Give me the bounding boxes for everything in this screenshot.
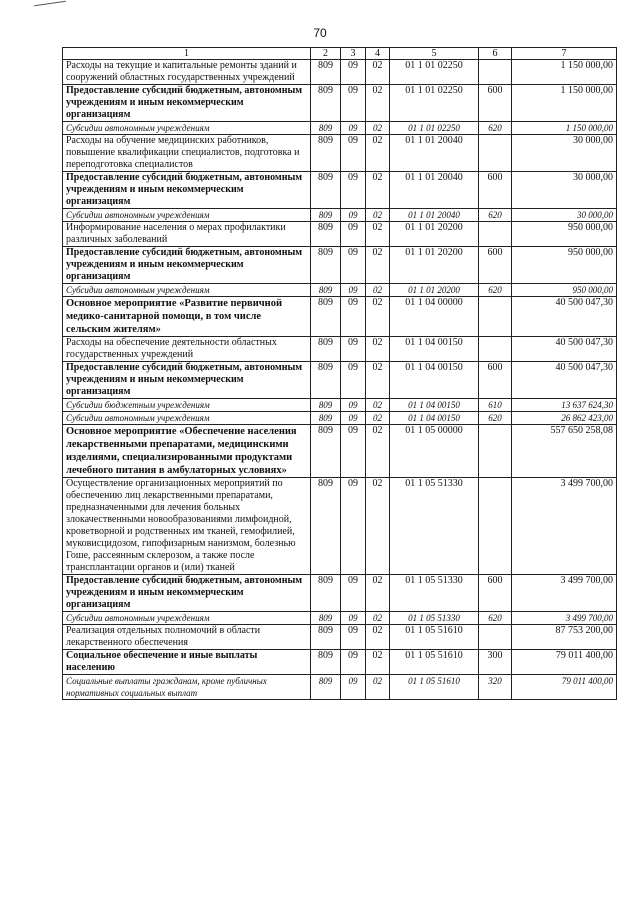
amount: 1 150 000,00: [512, 122, 617, 135]
section-code: 09: [341, 612, 366, 625]
ministry-code: 809: [311, 399, 341, 412]
target-item-code: 01 1 01 20040: [390, 172, 479, 209]
section-code: 09: [341, 60, 366, 85]
expense-type-code: [479, 425, 512, 478]
target-item-code: 01 1 05 51610: [390, 675, 479, 700]
expense-type-code: 600: [479, 362, 512, 399]
row-name: Предоставление субсидий бюджетным, автономным учреждениям и иным некоммерческим организациям: [63, 575, 311, 612]
ministry-code: 809: [311, 122, 341, 135]
table-row: [63, 675, 617, 700]
amount: 1 150 000,00: [512, 60, 617, 85]
ministry-code: 809: [311, 425, 341, 478]
subsection-code: 02: [366, 85, 390, 122]
row-name: Социальные выплаты гражданам, кроме публичных нормативных социальных выплат: [63, 675, 311, 700]
row-name: Основное мероприятие «Развитие первичной медико-санитарной помощи, в том числе сельским жителям»: [63, 297, 311, 337]
section-code: 09: [341, 337, 366, 362]
target-item-code: 01 1 04 00150: [390, 412, 479, 425]
target-item-code: 01 1 05 51610: [390, 650, 479, 675]
subsection-code: 02: [366, 297, 390, 337]
ministry-code: 809: [311, 297, 341, 337]
expense-type-code: [479, 297, 512, 337]
table-row: [63, 284, 617, 297]
section-code: 09: [341, 209, 366, 222]
subsection-code: 02: [366, 612, 390, 625]
amount: 40 500 047,30: [512, 362, 617, 399]
target-item-code: 01 1 04 00150: [390, 362, 479, 399]
section-code: 09: [341, 425, 366, 478]
table-row: [63, 399, 617, 412]
row-name: Социальное обеспечение и иные выплаты населению: [63, 650, 311, 675]
table-row: [63, 478, 617, 575]
scan-artifact-line: [34, 1, 66, 6]
table-row: [63, 209, 617, 222]
target-item-code: 01 1 05 00000: [390, 425, 479, 478]
amount: 3 499 700,00: [512, 612, 617, 625]
target-item-code: 01 1 01 20200: [390, 222, 479, 247]
target-item-code: 01 1 05 51330: [390, 478, 479, 575]
section-code: 09: [341, 222, 366, 247]
ministry-code: 809: [311, 247, 341, 284]
header-col-4: 4: [366, 48, 390, 60]
target-item-code: 01 1 01 20040: [390, 209, 479, 222]
ministry-code: 809: [311, 478, 341, 575]
row-name: Расходы на обеспечение деятельности областных государственных учреждений: [63, 337, 311, 362]
table-row: [63, 60, 617, 85]
expense-type-code: 600: [479, 575, 512, 612]
row-name: Субсидии автономным учреждениям: [63, 612, 311, 625]
subsection-code: 02: [366, 675, 390, 700]
table-row: [63, 247, 617, 284]
subsection-code: 02: [366, 60, 390, 85]
target-item-code: 01 1 01 02250: [390, 122, 479, 135]
row-name: Субсидии автономным учреждениям: [63, 284, 311, 297]
section-code: 09: [341, 575, 366, 612]
amount: 3 499 700,00: [512, 478, 617, 575]
ministry-code: 809: [311, 675, 341, 700]
ministry-code: 809: [311, 85, 341, 122]
target-item-code: 01 1 05 51330: [390, 612, 479, 625]
subsection-code: 02: [366, 247, 390, 284]
ministry-code: 809: [311, 60, 341, 85]
ministry-code: 809: [311, 209, 341, 222]
subsection-code: 02: [366, 625, 390, 650]
amount: 30 000,00: [512, 135, 617, 172]
ministry-code: 809: [311, 337, 341, 362]
expense-type-code: 600: [479, 247, 512, 284]
ministry-code: 809: [311, 362, 341, 399]
subsection-code: 02: [366, 575, 390, 612]
table-row: [63, 337, 617, 362]
section-code: 09: [341, 284, 366, 297]
header-col-1: 1: [63, 48, 311, 60]
ministry-code: 809: [311, 412, 341, 425]
ministry-code: 809: [311, 625, 341, 650]
target-item-code: 01 1 05 51610: [390, 625, 479, 650]
subsection-code: 02: [366, 284, 390, 297]
expense-type-code: 600: [479, 85, 512, 122]
expense-type-code: [479, 625, 512, 650]
header-col-5: 5: [390, 48, 479, 60]
table-row: [63, 412, 617, 425]
expense-type-code: 300: [479, 650, 512, 675]
amount: 79 011 400,00: [512, 675, 617, 700]
table-row: [63, 650, 617, 675]
section-code: 09: [341, 399, 366, 412]
subsection-code: 02: [366, 650, 390, 675]
row-name: Субсидии автономным учреждениям: [63, 122, 311, 135]
amount: 30 000,00: [512, 209, 617, 222]
subsection-code: 02: [366, 135, 390, 172]
target-item-code: 01 1 01 02250: [390, 60, 479, 85]
ministry-code: 809: [311, 575, 341, 612]
ministry-code: 809: [311, 284, 341, 297]
table-row: [63, 575, 617, 612]
amount: 40 500 047,30: [512, 337, 617, 362]
section-code: 09: [341, 478, 366, 575]
row-name: Основное мероприятие «Обеспечение населения лекарственными препаратами, медицинскими изделиями, специализированными продуктами лечебного питания в амбулаторных условиях»: [63, 425, 311, 478]
table-row: [63, 122, 617, 135]
subsection-code: 02: [366, 337, 390, 362]
header-col-3: 3: [341, 48, 366, 60]
section-code: 09: [341, 172, 366, 209]
header-col-6: 6: [479, 48, 512, 60]
row-name: Расходы на текущие и капитальные ремонты зданий и сооружений областных государственных учреждений: [63, 60, 311, 85]
target-item-code: 01 1 01 20040: [390, 135, 479, 172]
expense-type-code: 620: [479, 209, 512, 222]
expense-type-code: [479, 60, 512, 85]
target-item-code: 01 1 01 02250: [390, 85, 479, 122]
section-code: 09: [341, 625, 366, 650]
expense-type-code: 620: [479, 612, 512, 625]
row-name: Предоставление субсидий бюджетным, автономным учреждениям и иным некоммерческим организациям: [63, 362, 311, 399]
expense-type-code: [479, 337, 512, 362]
target-item-code: 01 1 04 00000: [390, 297, 479, 337]
table-row: [63, 135, 617, 172]
subsection-code: 02: [366, 209, 390, 222]
header-col-2: 2: [311, 48, 341, 60]
amount: 26 862 423,00: [512, 412, 617, 425]
row-name: Реализация отдельных полномочий в области лекарственного обеспечения: [63, 625, 311, 650]
amount: 557 650 258,08: [512, 425, 617, 478]
amount: 40 500 047,30: [512, 297, 617, 337]
row-name: Осуществление организационных мероприятий по обеспечению лиц лекарственными препаратами, предназначенными для лечения больных злокачественными новообразованиями лимфоидной, кроветворной и родственных им тканей, гемофилией, муковисцидозом, гипофизарным нанизмом, болезнью Гоше, рассеянным склерозом, а также после трансплантации органов и (или) тканей: [63, 478, 311, 575]
subsection-code: 02: [366, 172, 390, 209]
page-number: 70: [313, 26, 327, 40]
amount: 87 753 200,00: [512, 625, 617, 650]
section-code: 09: [341, 675, 366, 700]
expense-type-code: 610: [479, 399, 512, 412]
subsection-code: 02: [366, 122, 390, 135]
expense-type-code: [479, 222, 512, 247]
ministry-code: 809: [311, 222, 341, 247]
target-item-code: 01 1 01 20200: [390, 284, 479, 297]
amount: 13 637 624,30: [512, 399, 617, 412]
amount: 1 150 000,00: [512, 85, 617, 122]
section-code: 09: [341, 297, 366, 337]
amount: 79 011 400,00: [512, 650, 617, 675]
ministry-code: 809: [311, 172, 341, 209]
subsection-code: 02: [366, 425, 390, 478]
subsection-code: 02: [366, 362, 390, 399]
row-name: Субсидии автономным учреждениям: [63, 209, 311, 222]
row-name: Информирование населения о мерах профилактики различных заболеваний: [63, 222, 311, 247]
target-item-code: 01 1 01 20200: [390, 247, 479, 284]
table-row: [63, 297, 617, 337]
budget-table: [62, 47, 617, 700]
table-row: [63, 222, 617, 247]
amount: 3 499 700,00: [512, 575, 617, 612]
target-item-code: 01 1 04 00150: [390, 399, 479, 412]
row-name: Предоставление субсидий бюджетным, автономным учреждениям и иным некоммерческим организациям: [63, 85, 311, 122]
table-row: [63, 425, 617, 478]
expense-type-code: [479, 135, 512, 172]
amount: 950 000,00: [512, 222, 617, 247]
subsection-code: 02: [366, 222, 390, 247]
table-row: [63, 85, 617, 122]
table-row: [63, 625, 617, 650]
section-code: 09: [341, 135, 366, 172]
section-code: 09: [341, 362, 366, 399]
section-code: 09: [341, 650, 366, 675]
table-row: [63, 362, 617, 399]
section-code: 09: [341, 247, 366, 284]
expense-type-code: 600: [479, 172, 512, 209]
table-header-row: [63, 48, 617, 60]
subsection-code: 02: [366, 399, 390, 412]
target-item-code: 01 1 04 00150: [390, 337, 479, 362]
ministry-code: 809: [311, 650, 341, 675]
expense-type-code: 620: [479, 284, 512, 297]
section-code: 09: [341, 412, 366, 425]
ministry-code: 809: [311, 135, 341, 172]
section-code: 09: [341, 85, 366, 122]
row-name: Субсидии автономным учреждениям: [63, 412, 311, 425]
table-row: [63, 172, 617, 209]
row-name: Расходы на обучение медицинских работников, повышение квалификации специалистов, подготовка и переподготовка специалистов: [63, 135, 311, 172]
header-col-7: 7: [512, 48, 617, 60]
row-name: Предоставление субсидий бюджетным, автономным учреждениям и иным некоммерческим организациям: [63, 172, 311, 209]
ministry-code: 809: [311, 612, 341, 625]
table-row: [63, 612, 617, 625]
section-code: 09: [341, 122, 366, 135]
expense-type-code: 620: [479, 412, 512, 425]
row-name: Субсидии бюджетным учреждениям: [63, 399, 311, 412]
subsection-code: 02: [366, 478, 390, 575]
amount: 950 000,00: [512, 284, 617, 297]
expense-type-code: 320: [479, 675, 512, 700]
target-item-code: 01 1 05 51330: [390, 575, 479, 612]
amount: 950 000,00: [512, 247, 617, 284]
subsection-code: 02: [366, 412, 390, 425]
amount: 30 000,00: [512, 172, 617, 209]
row-name: Предоставление субсидий бюджетным, автономным учреждениям и иным некоммерческим организациям: [63, 247, 311, 284]
expense-type-code: [479, 478, 512, 575]
expense-type-code: 620: [479, 122, 512, 135]
